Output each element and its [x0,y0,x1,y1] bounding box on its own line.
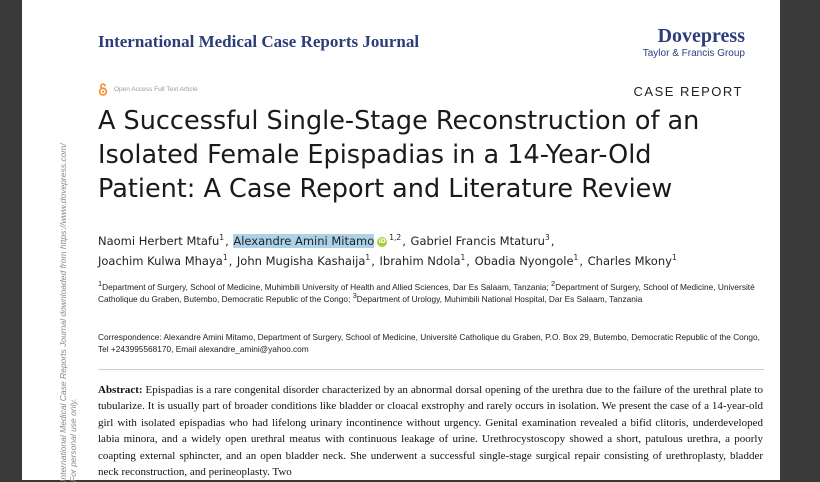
pdf-page [22,0,780,480]
watermark-text [58,143,78,482]
author-name: Obadia Nyongole [474,254,574,268]
author[interactable] [475,254,579,268]
abstract [98,382,763,480]
open-access-icon [98,83,108,96]
author-affiliation-sup: 1,2 [389,233,402,243]
affiliation-sup: 1 [98,279,103,289]
author-affiliation-sup: 1 [460,253,466,263]
author-list [98,231,768,271]
author[interactable] [411,234,550,248]
correspondence: Correspondence: Alexandre Amini Mitamo, Department of Surgery, School of Medicine, Université Catholique du Graben, P.O. Box 29, Butembo, Democratic Republic of the Congo, Tel +243995568170, Email alexandre_amini@yahoo.com [98,332,760,354]
abstract-label: Abstract: [98,384,143,396]
author[interactable] [237,254,370,268]
article-type: CASE REPORT [633,84,743,99]
watermark-line-1: International Medical Case Reports Journal downloaded from https://www.dovepress.com/ [58,143,68,482]
author-row: Naomi Herbert Mtafu$^1$, Alexandre Amini Mitamo iD $^{1,2}$, Gabriel Francis Mtaturu$^3$, [98,233,555,248]
author-name: Ibrahim Ndola [379,254,461,268]
author[interactable] [98,234,224,248]
title-line: Isolated Female Epispadias in a 14-Year-Old [98,140,652,170]
author-name: Naomi Herbert Mtafu [98,234,220,248]
affiliation-sup: 2 [551,279,556,289]
author-affiliation-sup: 1 [671,253,677,263]
affiliation-text: Department of Surgery, School of Medicine, Université Catholique du Graben, Butembo, Democratic Republic of the Congo; [98,282,755,304]
orcid-icon[interactable]: iD [378,237,386,245]
author[interactable] [98,254,228,268]
watermark-line-2: For personal use only. [68,398,78,482]
author[interactable] [588,254,677,268]
open-access-badge [98,83,198,96]
author-name: Charles Mkony [587,254,672,268]
viewer-background [780,0,820,480]
journal-title: International Medical Case Reports Journal [98,32,420,51]
publisher-subtitle: Taylor & Francis Group [642,48,745,59]
title-line: A Successful Single-Stage Reconstruction of an [98,106,700,136]
author-name: Gabriel Francis Mtaturu [410,234,545,248]
author-affiliation-sup: 1 [219,233,225,243]
author-affiliation-sup: 1 [365,253,371,263]
abstract-text: Epispadias is a rare congenital disorder characterized by an abnormal dorsal opening of the urethra due to the failure of the urethral plate to tubularize. It is usually part of broader conditions like bladder or cloacal exstrophy and rarely occurs in isolation. We present the case of a 14-year-old girl with isolated epispadias who had lifelong urinary incontinence without urgency. Genital examination revealed a bifid clitoris, underdeveloped labia minora, and a widely open urethral meatus with continuous leakage of urine. Urethrocystoscopy showed a short, patulous urethra, a poorly coapting external sphincter, and an open bladder neck. She underwent a successful single-stage surgical repair consisting of urethroplasty, bladder neck reconstruction, and perineoplasty. Two [98,384,763,479]
section-divider [98,369,764,370]
affiliations [98,281,764,305]
author-name: Alexandre Amini Mitamo [233,234,375,248]
author-name: John Mugisha Kashaija [236,254,366,268]
publisher-name: Dovepress [657,25,745,47]
affiliation-text: Department of Urology, Muhimbili National Hospital, Dar Es Salaam, Tanzania [356,294,643,304]
author-affiliation-sup: 1 [222,253,228,263]
publisher-logo [635,25,745,59]
author-affiliation-sup: 3 [544,233,550,243]
download-watermark [56,143,96,482]
author-name: Joachim Kulwa Mhaya [98,254,223,268]
title-line: Patient: A Case Report and Literature Review [98,174,673,204]
open-access-label: Open Access Full Text Article [114,86,198,93]
author-highlighted[interactable] [233,234,401,248]
affiliation-text: Department of Surgery, School of Medicine, Muhimbili University of Health and Allied Sciences, Dar Es Salaam, Tanzania; [102,282,552,292]
author-row: Joachim Kulwa Mhaya$^1$, John Mugisha Kashaija$^1$, Ibrahim Ndola$^1$, Obadia Nyongole$^1$, Charles Mkony$^1$ [98,253,677,268]
author-affiliation-sup: 1 [573,253,579,263]
article-title [98,104,748,206]
author[interactable] [380,254,466,268]
affiliation-sup: 3 [352,291,357,301]
